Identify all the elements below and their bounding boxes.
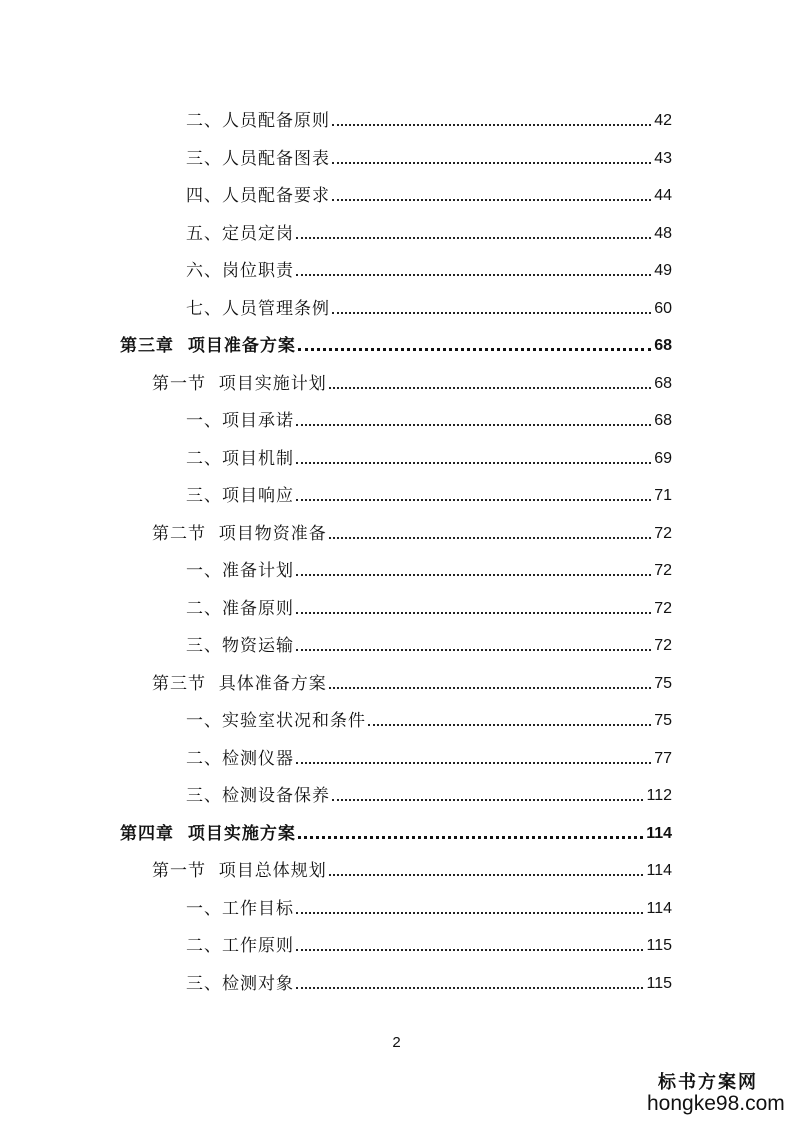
toc-chapter (120, 819, 672, 845)
dot-leader (296, 611, 651, 614)
toc-item (186, 894, 672, 920)
toc-label: 一、准备计划 (186, 561, 294, 581)
dot-leader (332, 161, 651, 164)
toc-label: 二、检测仪器 (186, 748, 294, 769)
toc-section (152, 669, 672, 695)
toc-label: 五、定员定岗 (186, 223, 294, 244)
toc-page-number: 43 (654, 149, 672, 167)
toc-item (186, 256, 672, 282)
toc-item (186, 556, 672, 582)
dot-leader (296, 761, 651, 764)
toc-page-number: 112 (646, 787, 672, 804)
dot-leader (296, 236, 651, 239)
toc-page-number: 75 (654, 674, 672, 692)
toc-page-number: 42 (654, 112, 672, 129)
dot-leader (332, 123, 651, 126)
toc-section (152, 856, 672, 882)
dot-leader (296, 423, 651, 426)
toc-page-number: 72 (654, 599, 672, 617)
toc-label: 六、岗位职责 (186, 261, 294, 281)
page-number: 2 (392, 1034, 401, 1051)
toc-page-number: 44 (654, 187, 672, 204)
dot-leader (332, 798, 643, 801)
toc-item (186, 406, 672, 432)
toc-label: 二、人员配备原则 (186, 111, 330, 131)
toc-page-number: 68 (654, 337, 672, 354)
toc-item (186, 181, 672, 207)
watermark-chinese: 标书方案网 (658, 1072, 758, 1093)
toc-page-number: 72 (654, 637, 672, 654)
toc-item (186, 969, 672, 995)
dot-leader (298, 347, 651, 351)
dot-leader (296, 948, 643, 951)
toc-label: 一、工作目标 (186, 898, 294, 919)
toc-page-number: 114 (646, 862, 672, 879)
dot-leader (329, 386, 651, 389)
toc-label: 三、检测设备保养 (186, 786, 330, 806)
dot-leader (296, 461, 651, 464)
toc-page-number: 115 (646, 937, 672, 954)
toc-item (186, 219, 672, 245)
toc-page-number: 72 (654, 562, 672, 579)
dot-leader (296, 498, 651, 501)
toc-page-number: 68 (654, 412, 672, 429)
toc-chapter (120, 331, 672, 357)
toc-label: 第二节 项目物资准备 (152, 523, 327, 544)
toc-page-number: 72 (654, 524, 672, 542)
dot-leader (298, 835, 643, 839)
toc-label: 三、项目响应 (186, 486, 294, 506)
toc-label: 三、人员配备图表 (186, 148, 330, 169)
toc-page-number: 71 (654, 487, 672, 504)
toc-label: 二、项目机制 (186, 448, 294, 469)
toc-item (186, 444, 672, 470)
toc-item (186, 931, 672, 957)
dot-leader (329, 686, 651, 689)
dot-leader (296, 648, 651, 651)
toc-label: 一、实验室状况和条件 (186, 711, 366, 731)
toc-section (152, 369, 672, 395)
toc-label: 四、人员配备要求 (186, 186, 330, 206)
toc-item (186, 744, 672, 770)
toc-page-number: 75 (654, 712, 672, 729)
toc-item (186, 781, 672, 807)
dot-leader (329, 873, 644, 876)
toc-item (186, 631, 672, 657)
toc-section (152, 519, 672, 545)
dot-leader (296, 273, 651, 276)
toc-label: 第一节 项目实施计划 (152, 373, 327, 394)
toc-item (186, 144, 672, 170)
dot-leader (332, 198, 651, 201)
toc-page-number: 77 (654, 749, 672, 767)
toc-label: 第四章 项目实施方案 (120, 823, 296, 844)
toc-page-number: 114 (646, 899, 672, 917)
toc-page-number: 69 (654, 449, 672, 467)
toc-page-number: 60 (654, 299, 672, 317)
dot-leader (296, 911, 643, 914)
toc-page-number: 115 (646, 974, 672, 992)
toc-page-number: 48 (654, 224, 672, 242)
dot-leader (296, 986, 643, 989)
toc-item (186, 594, 672, 620)
toc-label: 第三节 具体准备方案 (152, 673, 327, 694)
toc-label: 二、准备原则 (186, 598, 294, 619)
toc-label: 第三章 项目准备方案 (120, 336, 296, 356)
dot-leader (329, 536, 651, 539)
toc-item (186, 294, 672, 320)
toc-label: 第一节 项目总体规划 (152, 861, 327, 881)
watermark-url: hongke98.com (647, 1092, 785, 1115)
toc-label: 三、物资运输 (186, 636, 294, 656)
toc-label: 二、工作原则 (186, 936, 294, 956)
toc-item (186, 706, 672, 732)
toc-item (186, 106, 672, 132)
toc-page-number: 68 (654, 374, 672, 392)
dot-leader (332, 311, 651, 314)
toc-page-number: 49 (654, 262, 672, 279)
toc-page-number: 114 (646, 824, 672, 842)
dot-leader (296, 573, 651, 576)
toc-label: 七、人员管理条例 (186, 298, 330, 319)
dot-leader (368, 723, 651, 726)
toc-label: 一、项目承诺 (186, 411, 294, 431)
toc-label: 三、检测对象 (186, 973, 294, 994)
toc-item (186, 481, 672, 507)
